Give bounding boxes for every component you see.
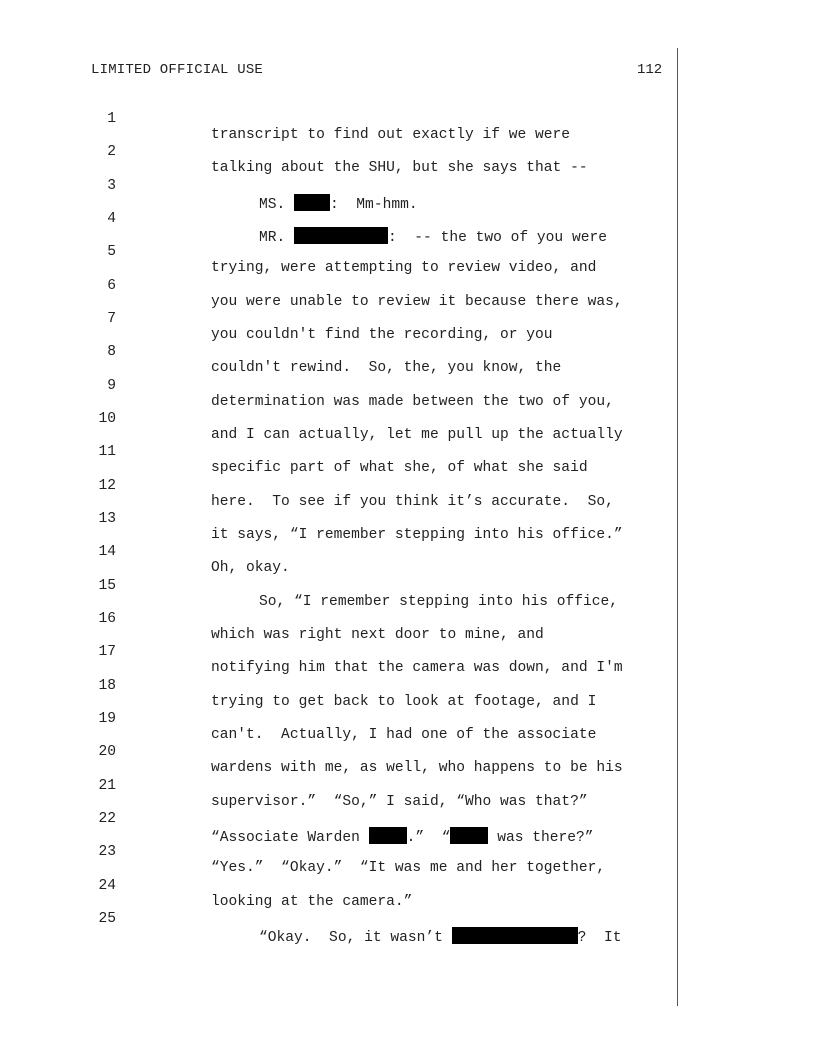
text-segment: wardens with me, as well, who happens to be his — [211, 760, 623, 776]
line-number: 16 — [98, 611, 116, 627]
text-segment: “Yes.” “Okay.” “It was me and her together, — [211, 860, 606, 876]
transcript-line — [0, 728, 676, 776]
transcript-line — [0, 262, 676, 310]
line-number: 25 — [98, 911, 116, 927]
transcript-line — [0, 195, 676, 246]
text-segment: determination was made between the two of you, — [211, 394, 614, 410]
line-number: 10 — [98, 411, 116, 427]
transcript-line — [0, 695, 676, 743]
line-number: 2 — [107, 144, 116, 160]
transcript-line — [0, 362, 676, 410]
text-segment: supervisor.” “So,” I said, “Who was that?” — [211, 794, 588, 810]
transcript-line — [0, 462, 676, 510]
text-segment: and I can actually, let me pull up the actually — [211, 427, 623, 443]
transcript-line — [0, 528, 676, 576]
line-number: 14 — [98, 544, 116, 560]
line-number: 5 — [107, 244, 116, 260]
text-segment: Oh, okay. — [211, 560, 290, 576]
transcript-line — [0, 762, 676, 810]
line-number: 12 — [98, 478, 116, 494]
text-segment: looking at the camera.” — [211, 894, 413, 910]
transcript-line — [0, 395, 676, 443]
classification-header: LIMITED OFFICIAL USE — [91, 62, 264, 78]
text-segment: notifying him that the camera was down, and I'm — [211, 660, 623, 676]
text-segment: MS. — [259, 197, 295, 213]
text-segment: “Associate Warden — [211, 830, 369, 846]
text-segment: So, “I remember stepping into his office, — [259, 594, 619, 610]
line-number: 24 — [98, 878, 116, 894]
text-segment: trying to get back to look at footage, and I — [211, 694, 597, 710]
text-segment: .” “ — [406, 830, 451, 846]
line-number: 7 — [107, 311, 116, 327]
line-number: 4 — [107, 211, 116, 227]
text-segment: can't. Actually, I had one of the associate — [211, 727, 597, 743]
line-number: 23 — [98, 844, 116, 860]
line-text — [259, 927, 621, 946]
text-segment: MR. — [259, 230, 295, 246]
line-number: 6 — [107, 278, 116, 294]
transcript-line — [0, 795, 676, 846]
text-segment: it says, “I remember stepping into his office.” — [211, 527, 623, 543]
margin-rule — [677, 48, 678, 1006]
redaction-block — [452, 927, 578, 944]
text-segment: : -- the two of you were — [388, 230, 607, 246]
text-segment: trying, were attempting to review video, and — [211, 260, 597, 276]
transcript-line — [0, 628, 676, 676]
line-number: 20 — [98, 744, 116, 760]
text-segment: you couldn't find the recording, or you — [211, 327, 553, 343]
line-number: 8 — [107, 344, 116, 360]
line-number: 15 — [98, 578, 116, 594]
transcript-line — [0, 295, 676, 343]
transcript-line — [0, 328, 676, 376]
transcript-line — [0, 128, 676, 176]
text-segment: transcript to find out exactly if we were — [211, 127, 571, 143]
transcript-line — [0, 862, 676, 910]
transcript-line — [0, 562, 676, 610]
text-segment: : Mm-hmm. — [330, 197, 418, 213]
text-segment: here. To see if you think it’s accurate. So, — [211, 494, 614, 510]
line-number: 13 — [98, 511, 116, 527]
text-segment: ? It — [577, 930, 622, 946]
text-segment: specific part of what she, of what she said — [211, 460, 588, 476]
text-segment: you were unable to review it because there was, — [211, 294, 623, 310]
transcript-line — [0, 595, 676, 643]
line-number: 18 — [98, 678, 116, 694]
transcript-line — [0, 662, 676, 710]
transcript-line — [0, 495, 676, 543]
transcript-line — [0, 428, 676, 476]
text-segment: couldn't rewind. So, the, you know, the — [211, 360, 562, 376]
text-segment: which was right next door to mine, and — [211, 627, 544, 643]
text-segment: “Okay. So, it wasn’t — [259, 930, 452, 946]
line-number: 1 — [107, 111, 116, 127]
transcript-line — [0, 162, 676, 213]
line-number: 19 — [98, 711, 116, 727]
text-segment: was there?” — [488, 830, 594, 846]
transcript-line — [0, 828, 676, 876]
line-number: 3 — [107, 178, 116, 194]
text-segment: talking about the SHU, but she says that -- — [211, 160, 588, 176]
transcript-line — [0, 95, 676, 143]
line-number: 22 — [98, 811, 116, 827]
line-number: 17 — [98, 644, 116, 660]
page-number: 112 — [637, 62, 663, 78]
line-number: 11 — [98, 444, 116, 460]
transcript-line — [0, 895, 676, 946]
line-number: 9 — [107, 378, 116, 394]
line-number: 21 — [98, 778, 116, 794]
transcript-line — [0, 228, 676, 276]
